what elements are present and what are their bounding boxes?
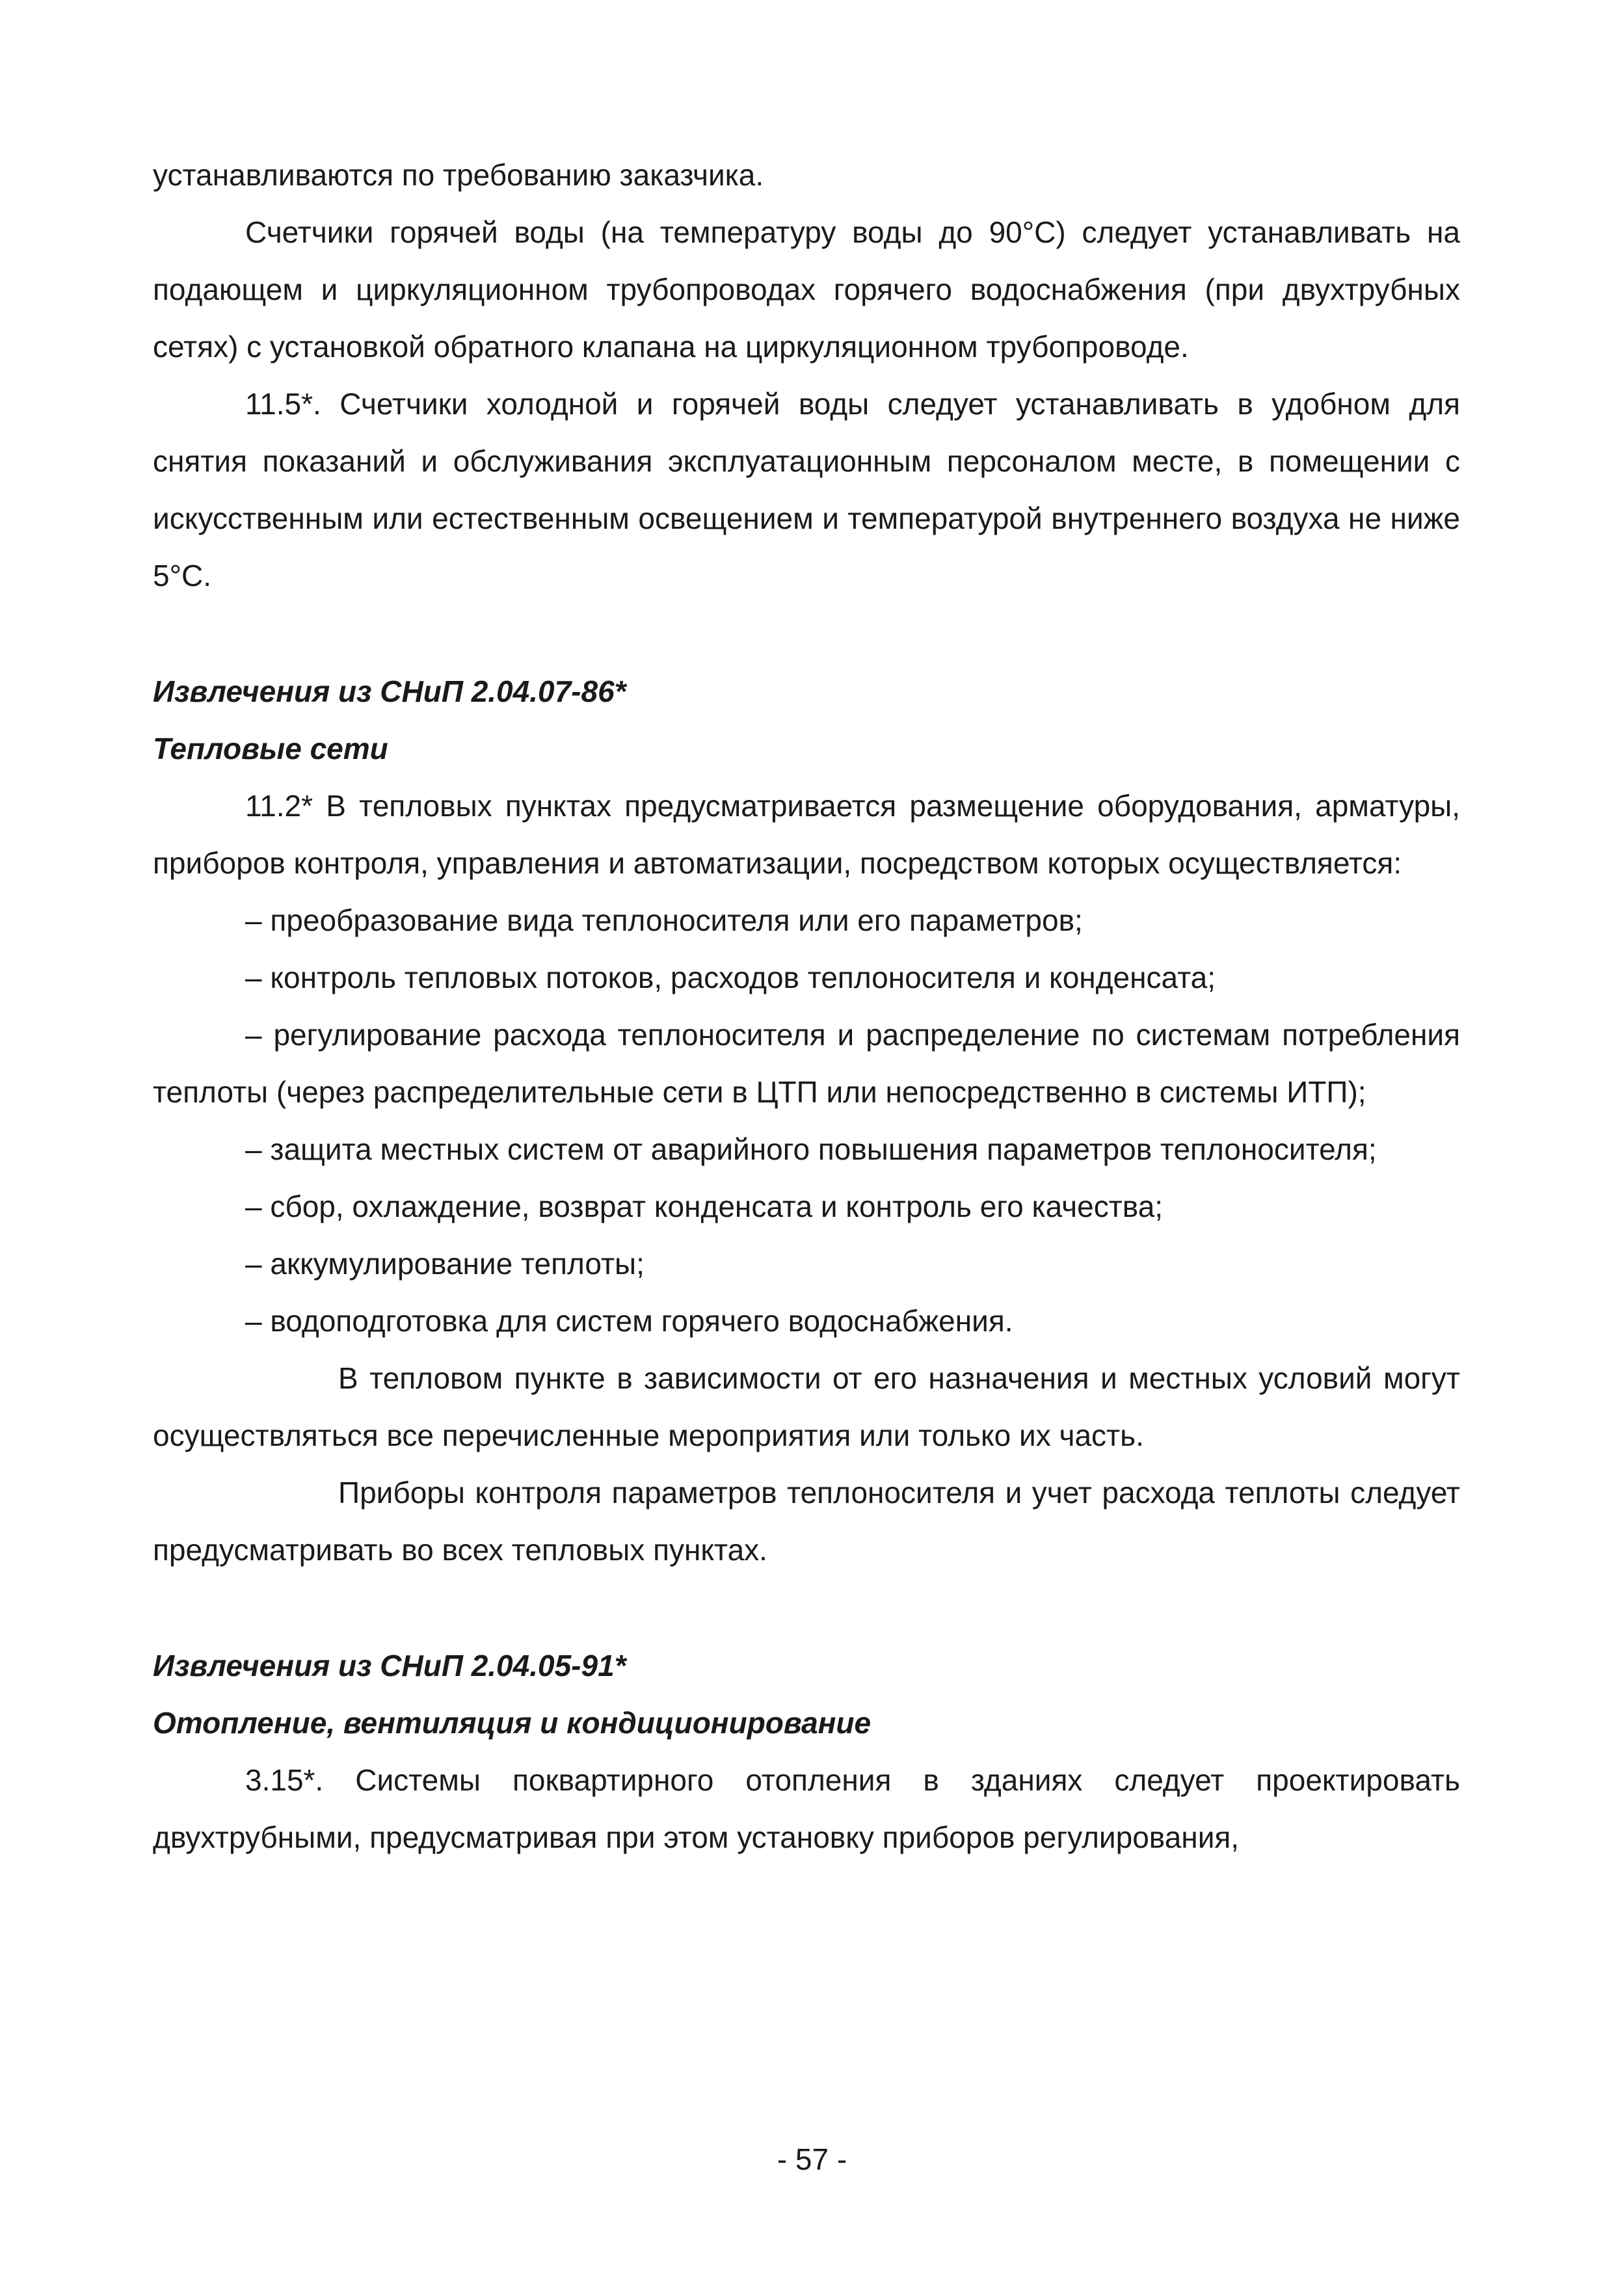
list-item: – регулирование расхода теплоносителя и распределение по системам потребления теплоты (через распределительные сети в ЦТП или непосредственно в системы ИТП);: [153, 1018, 1460, 1109]
list-item: – сбор, охлаждение, возврат конденсата и контроль его качества;: [245, 1190, 1164, 1223]
list-item: – преобразование вида теплоносителя или его параметров;: [245, 903, 1083, 937]
list-item: – аккумулирование теплоты;: [245, 1247, 645, 1281]
document-page: [153, 146, 1460, 1866]
section-title-snip-2-04-07: Извлечения из СНиП 2.04.07-86*: [153, 674, 626, 708]
paragraph-clause-11-5: 11.5*. Счетчики холодной и горячей воды следует устанавливать в удобном для снятия показаний и обслуживания эксплуатационным персоналом месте, в помещении с искусственным или естественным освещением и температурой внутреннего воздуха не ниже 5°С.: [153, 387, 1460, 592]
paragraph-note-measures: В тепловом пункте в зависимости от его назначения и местных условий могут осуществляться все перечисленные мероприятия или только их часть.: [153, 1361, 1460, 1452]
section-subtitle-heat-networks: Тепловые сети: [153, 732, 388, 765]
list-item: – защита местных систем от аварийного повышения параметров теплоносителя;: [245, 1132, 1377, 1166]
paragraph-note-instruments: Приборы контроля параметров теплоносителя и учет расхода теплоты следует предусматривать во всех тепловых пунктах.: [153, 1476, 1460, 1567]
paragraph-continuation: устанавливаются по требованию заказчика.: [153, 158, 764, 192]
section-subtitle-heating-ventilation: Отопление, вентиляция и кондиционирование: [153, 1706, 872, 1740]
page-number: - 57 -: [777, 2142, 847, 2176]
list-item: – контроль тепловых потоков, расходов теплоносителя и конденсата;: [245, 961, 1216, 994]
section-title-snip-2-04-05: Извлечения из СНиП 2.04.05-91*: [153, 1649, 626, 1683]
list-item: – водоподготовка для систем горячего водоснабжения.: [245, 1304, 1013, 1338]
paragraph-hot-water-meters: Счетчики горячей воды (на температуру воды до 90°С) следует устанавливать на подающем и циркуляционном трубопроводах горячего водоснабжения (при двухтрубных сетях) с установкой обратного клапана на циркуляционном трубопроводе.: [153, 215, 1460, 364]
paragraph-clause-3-15: 3.15*. Системы поквартирного отопления в зданиях следует проектировать двухтрубными, предусматривая при этом установку приборов регулирования,: [153, 1763, 1460, 1854]
paragraph-clause-11-2: 11.2* В тепловых пунктах предусматривается размещение оборудования, арматуры, приборов контроля, управления и автоматизации, посредством которых осуществляется:: [153, 789, 1460, 880]
